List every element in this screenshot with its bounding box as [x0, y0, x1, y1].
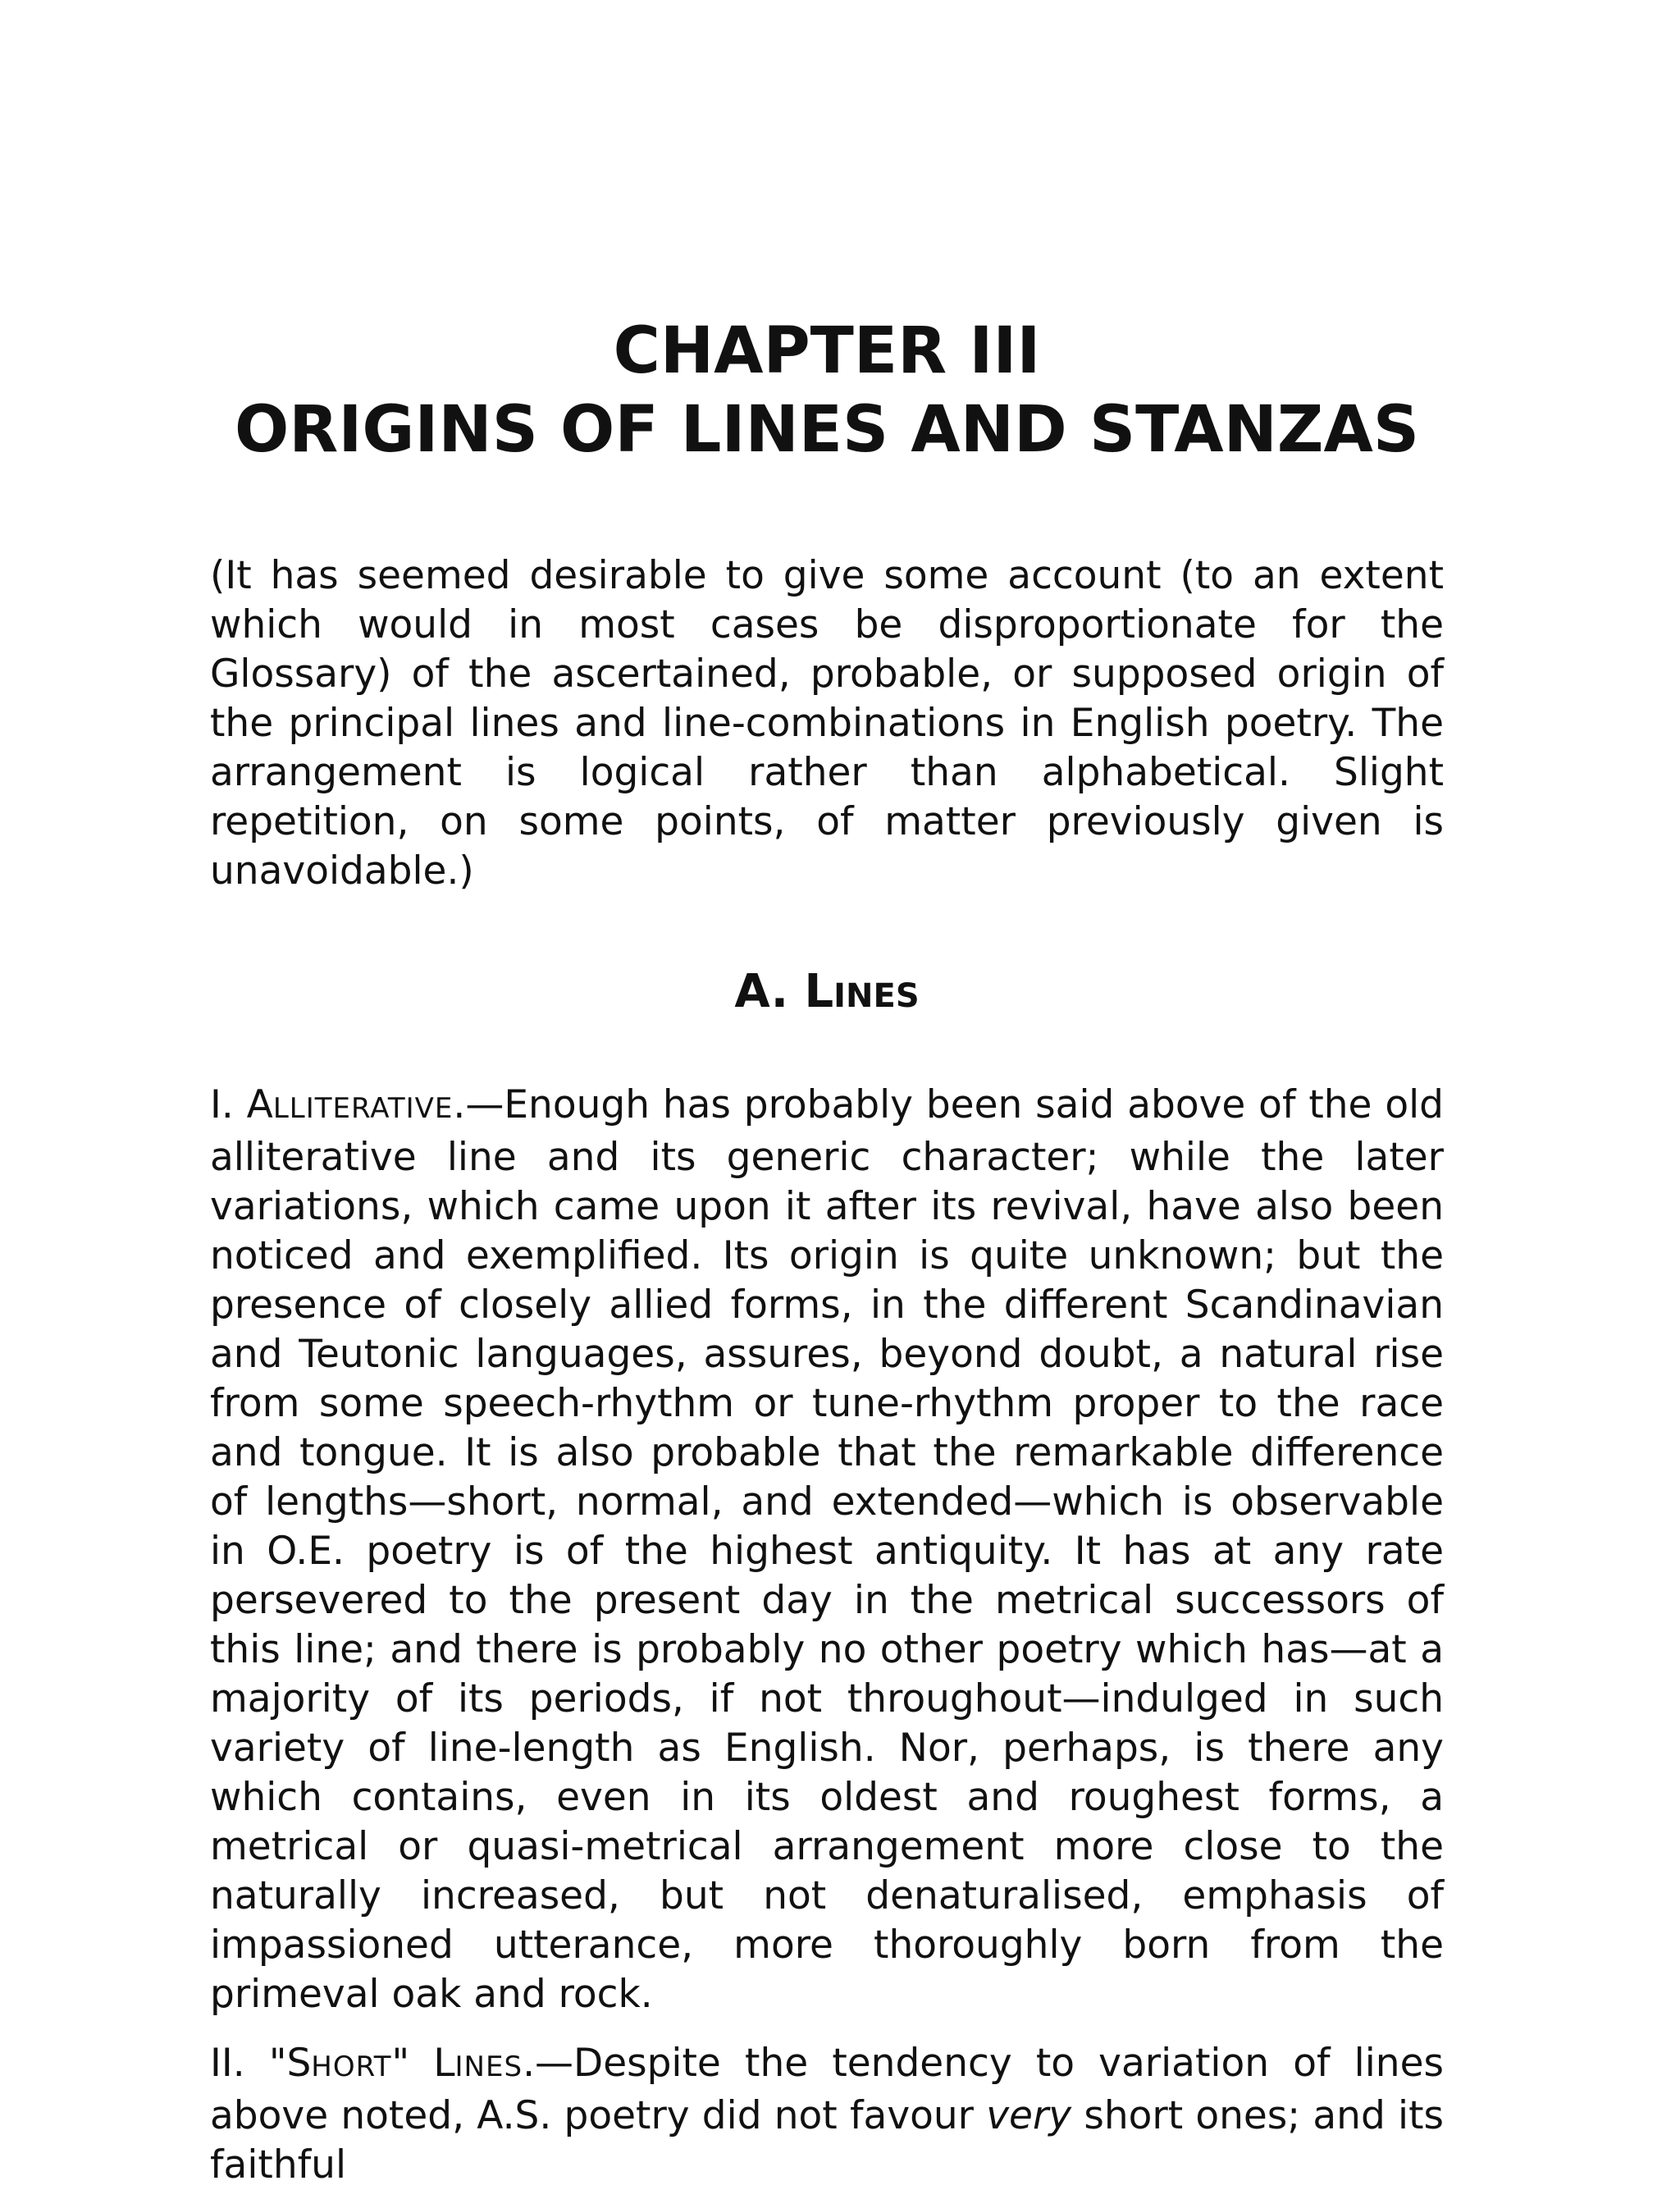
section-heading-prefix: A. L	[734, 965, 834, 1018]
short-lines-body-2: short ones; and its faithful	[210, 2093, 1444, 2188]
page	[210, 312, 1444, 2190]
chapter-title: ORIGINS OF LINES AND STANZAS	[234, 393, 1420, 467]
intro-paragraph: (It has seemed desirable to give some account (to an extent which would in most cases be disproportionate for the Glossary) of the ascertained, probable, or supposed origin of the principal lines and line-combinations in English poetry. The arrangement is logical rather than alphabetical. Slight repetition, on some points, of matter previously given is unavoidable.)	[210, 553, 1444, 894]
short-lines-mid: " L	[391, 2041, 455, 2086]
chapter-heading	[210, 312, 1444, 469]
short-lines-small-caps-1: HORT	[311, 2051, 392, 2083]
paragraph-alliterative	[210, 1081, 1444, 2019]
short-lines-body-1: .—Despite the tendency to variation of lines above noted, A.S. poetry did not favour	[210, 2041, 1444, 2138]
section-heading	[210, 963, 1444, 1025]
chapter-number: CHAPTER III	[613, 314, 1041, 388]
short-lines-numeral: II. "S	[210, 2041, 312, 2086]
short-lines-small-caps-2: INES	[454, 2051, 523, 2083]
alliterative-small-caps: LLITERATIVE	[272, 1092, 454, 1125]
short-lines-emphasis: very	[986, 2093, 1072, 2138]
paragraph-short-lines	[210, 2039, 1444, 2190]
alliterative-body: .—Enough has probably been said above of the old alliterative line and its generic character; while the later variations, which came upon it after its revival, have also been noticed and exemplified. Its origin is quite unknown; but the presence of closely allied forms, in the different Scandinavian and Teutonic languages, assures, beyond doubt, a natural rise from some speech-rhythm or tune-rhythm proper to the race and tongue. It is also probable that the remarkable difference of lengths—short, normal, and extended—which is observable in O.E. poetry is of the highest antiquity. It has at any rate persevered to the present day in the metrical successors of this line; and there is probably no other poetry which has—at a majority of its periods, if not throughout—indulged in such variety of line-length as English. Nor, perhaps, is there any which contains, even in its oldest and roughest forms, a metrical or quasi-metrical arrangement more close to the naturally increased, but not denaturalised, emphasis of impassioned utterance, more thoroughly born from the primeval oak and rock.	[210, 1082, 1444, 2017]
section-heading-small-caps: INES	[833, 977, 920, 1015]
alliterative-numeral: I. A	[210, 1082, 273, 1127]
